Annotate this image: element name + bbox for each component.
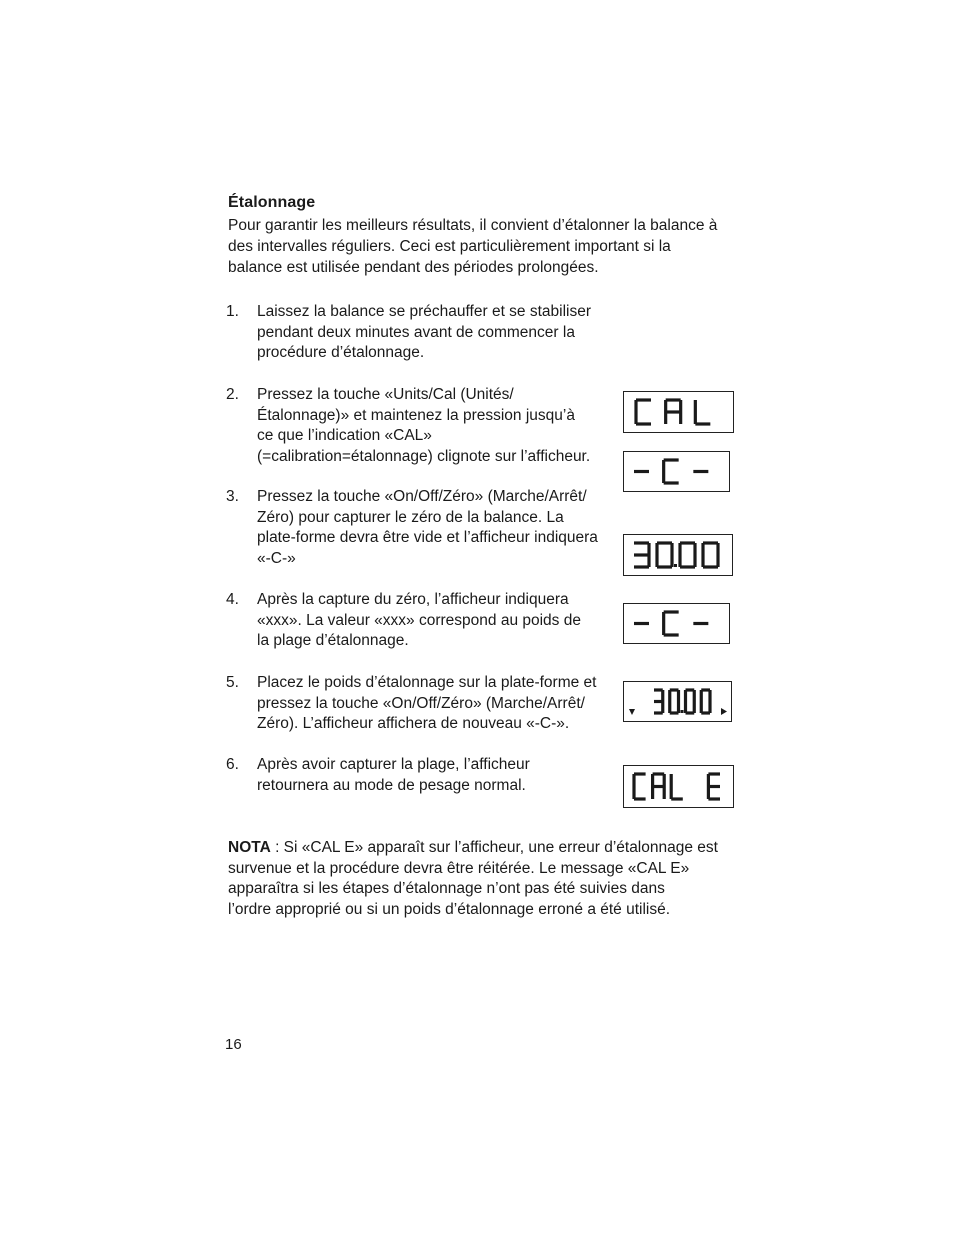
note-line: apparaîtra si les étapes d’étalonnage n’ont pas été suivies dans xyxy=(228,880,665,898)
lcd-display-weight xyxy=(623,534,733,576)
lcd-digits xyxy=(624,452,729,491)
step-number: 5. xyxy=(226,674,239,691)
step-line: Pressez la touche «Units/Cal (Unités/ xyxy=(257,386,514,403)
step-line: procédure d’étalonnage. xyxy=(257,344,425,362)
step-text xyxy=(257,755,617,796)
step-text xyxy=(257,302,617,364)
intro-line: des intervalles réguliers. Ceci est particulièrement important si la xyxy=(228,237,671,255)
lcd-arrow-indicator xyxy=(721,708,727,715)
step-text xyxy=(257,590,617,652)
step-line: Laissez la balance se préchauffer et se stabiliser xyxy=(257,303,592,320)
step-text xyxy=(257,673,617,735)
step-line: pressez la touche «On/Off/Zéro» (Marche/Arrêt/ xyxy=(257,694,585,712)
step-line: Placez le poids d’étalonnage sur la plate-forme et xyxy=(257,674,597,691)
lcd-digits xyxy=(624,604,729,643)
step-line: Pressez la touche «On/Off/Zéro» (Marche/Arrêt/ xyxy=(257,488,587,505)
step-line: ce que l’indication «CAL» xyxy=(257,427,432,445)
note-text: : Si «CAL E» apparaît sur l’afficheur, une erreur d’étalonnage est xyxy=(270,839,718,856)
step-line: (=calibration=étalonnage) clignote sur l’afficheur. xyxy=(257,447,591,465)
lcd-arrow-indicator xyxy=(629,709,635,715)
lcd-digits xyxy=(624,392,733,432)
step-line: «xxx». La valeur «xxx» correspond au poids de xyxy=(257,611,581,629)
step-number: 3. xyxy=(226,488,239,505)
step-line: Zéro) pour capturer le zéro de la balance. La xyxy=(257,508,564,526)
lcd-display-weight-arrows xyxy=(623,681,732,722)
note-line xyxy=(228,838,728,859)
note-line: survenue et la procédure devra être réitérée. Le message «CAL E» xyxy=(228,859,690,877)
lcd-digits xyxy=(624,682,731,721)
step-line: plate-forme devra être vide et l’afficheur indiquera xyxy=(257,529,598,547)
step-line: Étalonnage)» et maintenez la pression jusqu’à xyxy=(257,406,575,424)
step-text xyxy=(257,385,617,467)
lcd-display-cal-error xyxy=(623,765,734,808)
note-paragraph xyxy=(228,838,728,920)
intro-line: Pour garantir les meilleurs résultats, il convient d’étalonner la balance à xyxy=(228,217,718,234)
lcd-decimal-point xyxy=(674,564,677,567)
intro-line: balance est utilisée pendant des périodes prolongées. xyxy=(228,258,599,276)
step-number: 4. xyxy=(226,591,239,608)
lcd-digits xyxy=(624,766,733,807)
note-label: NOTA xyxy=(228,839,271,856)
step-number: 2. xyxy=(226,386,239,403)
lcd-display-c xyxy=(623,603,730,644)
step-line: Après la capture du zéro, l’afficheur indiquera xyxy=(257,591,569,608)
step-line: Zéro). L’afficheur affichera de nouveau «-C-». xyxy=(257,715,570,733)
page-number: 16 xyxy=(225,1036,242,1053)
lcd-display-cal xyxy=(623,391,734,433)
step-line: la plage d’étalonnage. xyxy=(257,632,409,650)
step-line: retournera au mode de pesage normal. xyxy=(257,776,526,794)
step-line: pendant deux minutes avant de commencer la xyxy=(257,323,575,341)
step-number: 1. xyxy=(226,303,239,320)
step-text xyxy=(257,487,617,569)
lcd-decimal-point xyxy=(681,710,684,713)
lcd-display-c xyxy=(623,451,730,492)
lcd-digits xyxy=(624,535,732,575)
step-number: 6. xyxy=(226,756,239,773)
note-line: l’ordre approprié ou si un poids d’étalonnage erroné a été utilisé. xyxy=(228,900,671,918)
section-title: Étalonnage xyxy=(228,194,316,211)
step-line: Après avoir capturer la plage, l’afficheur xyxy=(257,756,530,773)
intro-paragraph xyxy=(228,216,734,278)
step-line: «-C-» xyxy=(257,549,296,567)
